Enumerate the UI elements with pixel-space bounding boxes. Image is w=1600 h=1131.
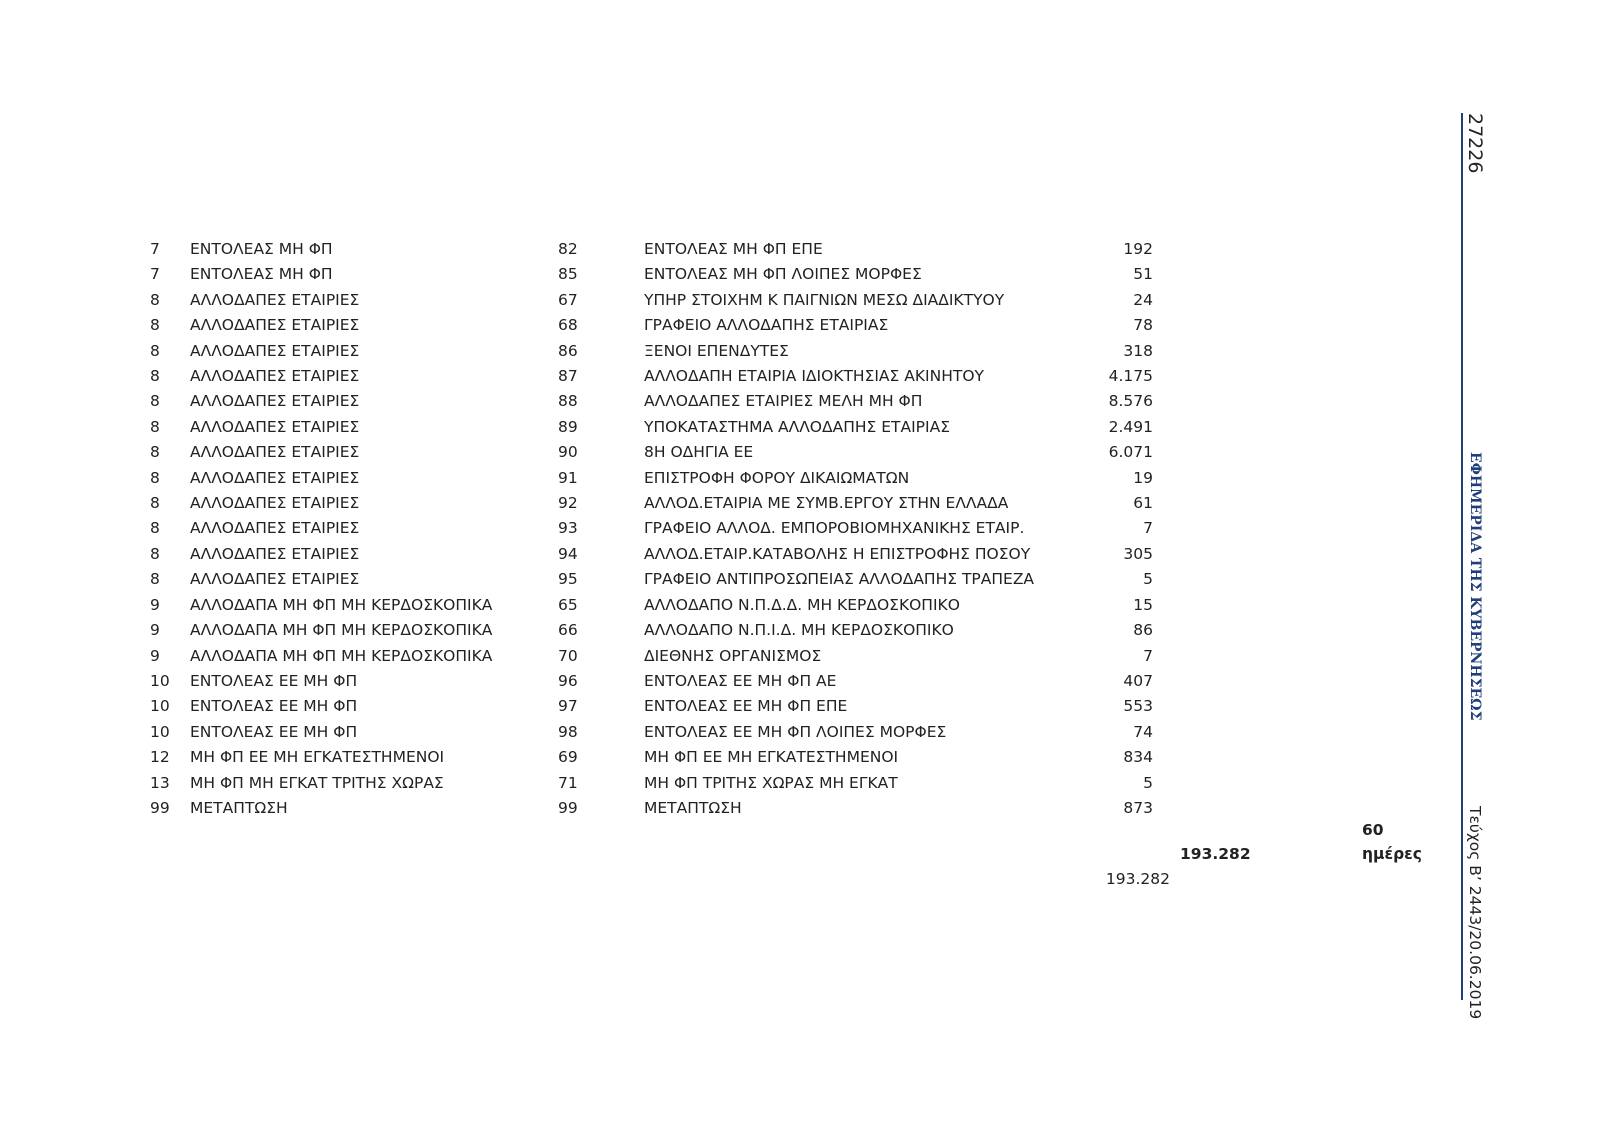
records-table bbox=[150, 237, 1153, 821]
table-row bbox=[150, 745, 1153, 770]
sub-name-cell: ΜΗ ΦΠ ΤΡΙΤΗΣ ΧΩΡΑΣ ΜΗ ΕΓΚΑΤ bbox=[644, 773, 898, 792]
group-code-cell: 8 bbox=[150, 544, 160, 563]
table-row bbox=[150, 491, 1153, 516]
sub-name-cell: ΥΠΗΡ ΣΤΟΙΧΗΜ Κ ΠΑΙΓΝΙΩΝ ΜΕΣΩ ΔΙΑΔΙΚΤΥΟΥ bbox=[644, 290, 1005, 309]
table-row bbox=[150, 644, 1153, 669]
table-row bbox=[150, 516, 1153, 541]
table-row bbox=[150, 771, 1153, 796]
sub-code-cell: 85 bbox=[558, 265, 578, 284]
group-code-cell: 99 bbox=[150, 798, 170, 817]
sub-code-cell: 98 bbox=[558, 722, 578, 741]
group-name-cell: ΑΛΛΟΔΑΠΕΣ ΕΤΑΙΡΙΕΣ bbox=[190, 290, 360, 309]
issue-info: Τεύχος Β’ 2443/20.06.2019 bbox=[1466, 806, 1484, 1020]
count-cell: 407 bbox=[1123, 671, 1153, 690]
group-code-cell: 7 bbox=[150, 240, 160, 258]
table-row bbox=[150, 237, 1153, 262]
group-code-cell: 8 bbox=[150, 316, 160, 335]
days-number: 60 bbox=[1362, 821, 1384, 839]
count-cell: 305 bbox=[1123, 544, 1153, 563]
sub-name-cell: ΜΕΤΑΠΤΩΣΗ bbox=[644, 798, 742, 817]
table-row bbox=[150, 796, 1153, 821]
sub-code-cell: 69 bbox=[558, 748, 578, 767]
sub-code-cell: 67 bbox=[558, 290, 578, 309]
count-cell: 318 bbox=[1123, 341, 1153, 360]
group-name-cell: ΕΝΤΟΛΕΑΣ ΜΗ ΦΠ bbox=[190, 265, 333, 284]
group-code-cell: 8 bbox=[150, 341, 160, 360]
group-name-cell: ΑΛΛΟΔΑΠΕΣ ΕΤΑΙΡΙΕΣ bbox=[190, 316, 360, 335]
count-cell: 15 bbox=[1133, 595, 1153, 614]
table-row bbox=[150, 389, 1153, 414]
group-name-cell: ΑΛΛΟΔΑΠΑ ΜΗ ΦΠ ΜΗ ΚΕΡΔΟΣΚΟΠΙΚΑ bbox=[190, 646, 493, 665]
group-code-cell: 8 bbox=[150, 570, 160, 589]
count-cell: 834 bbox=[1123, 748, 1153, 767]
sub-name-cell: ΑΛΛΟΔΑΠΕΣ ΕΤΑΙΡΙΕΣ ΜΕΛΗ ΜΗ ΦΠ bbox=[644, 392, 923, 411]
group-name-cell: ΑΛΛΟΔΑΠΑ ΜΗ ΦΠ ΜΗ ΚΕΡΔΟΣΚΟΠΙΚΑ bbox=[190, 595, 493, 614]
grand-total: 193.282 bbox=[1105, 870, 1170, 888]
count-cell: 8.576 bbox=[1108, 392, 1153, 411]
group-code-cell: 9 bbox=[150, 646, 160, 665]
group-code-cell: 8 bbox=[150, 494, 160, 513]
sub-name-cell: ΓΡΑΦΕΙΟ ΑΛΛΟΔΑΠΗΣ ΕΤΑΙΡΙΑΣ bbox=[644, 316, 889, 335]
sub-code-cell: 92 bbox=[558, 494, 578, 513]
sub-code-cell: 87 bbox=[558, 367, 578, 386]
sub-name-cell: ΜΗ ΦΠ ΕΕ ΜΗ ΕΓΚΑΤΕΣΤΗΜΕΝΟΙ bbox=[644, 748, 899, 767]
group-name-cell: ΑΛΛΟΔΑΠΕΣ ΕΤΑΙΡΙΕΣ bbox=[190, 392, 360, 411]
group-code-cell: 10 bbox=[150, 671, 170, 690]
group-code-cell: 10 bbox=[150, 722, 170, 741]
sub-name-cell: ΓΡΑΦΕΙΟ ΑΛΛΟΔ. ΕΜΠΟΡΟΒΙΟΜΗΧΑΝΙΚΗΣ ΕΤΑΙΡ. bbox=[644, 519, 1025, 538]
group-code-cell: 13 bbox=[150, 773, 170, 792]
group-name-cell: ΑΛΛΟΔΑΠΑ ΜΗ ΦΠ ΜΗ ΚΕΡΔΟΣΚΟΠΙΚΑ bbox=[190, 621, 493, 640]
group-name-cell: ΜΗ ΦΠ ΕΕ ΜΗ ΕΓΚΑΤΕΣΤΗΜΕΝΟΙ bbox=[190, 748, 445, 767]
sub-name-cell: 8Η ΟΔΗΓΙΑ ΕΕ bbox=[644, 443, 754, 462]
group-name-cell: ΑΛΛΟΔΑΠΕΣ ΕΤΑΙΡΙΕΣ bbox=[190, 417, 360, 436]
count-cell: 24 bbox=[1133, 290, 1153, 309]
group-name-cell: ΑΛΛΟΔΑΠΕΣ ΕΤΑΙΡΙΕΣ bbox=[190, 544, 360, 563]
sub-code-cell: 91 bbox=[558, 468, 578, 487]
count-cell: 19 bbox=[1133, 468, 1153, 487]
count-cell: 553 bbox=[1123, 697, 1153, 716]
sub-code-cell: 99 bbox=[558, 798, 578, 817]
page-number: 27226 bbox=[1464, 113, 1486, 174]
sub-name-cell: ΞΕΝΟΙ ΕΠΕΝΔΥΤΕΣ bbox=[644, 341, 789, 360]
sub-code-cell: 86 bbox=[558, 341, 578, 360]
group-code-cell: 8 bbox=[150, 392, 160, 411]
group-code-cell: 8 bbox=[150, 290, 160, 309]
subtotal-bold: 193.282 bbox=[1180, 845, 1251, 863]
sub-code-cell: 93 bbox=[558, 519, 578, 538]
sub-code-cell: 97 bbox=[558, 697, 578, 716]
count-cell: 51 bbox=[1133, 265, 1153, 284]
sub-code-cell: 88 bbox=[558, 392, 578, 411]
count-cell: 6.071 bbox=[1108, 443, 1153, 462]
newspaper-title: ΕΦΗΜΕΡΙΔΑ ΤΗΣ ΚΥΒΕΡΝΗΣΕΩΣ bbox=[1467, 452, 1483, 721]
group-code-cell: 7 bbox=[150, 265, 160, 284]
sub-name-cell: ΕΝΤΟΛΕΑΣ ΕΕ ΜΗ ΦΠ ΛΟΙΠΕΣ ΜΟΡΦΕΣ bbox=[644, 722, 947, 741]
table-row bbox=[150, 669, 1153, 694]
sub-name-cell: ΕΝΤΟΛΕΑΣ ΕΕ ΜΗ ΦΠ ΑΕ bbox=[644, 671, 837, 690]
sub-code-cell: 89 bbox=[558, 417, 578, 436]
table-row bbox=[150, 542, 1153, 567]
sub-name-cell: ΥΠΟΚΑΤΑΣΤΗΜΑ ΑΛΛΟΔΑΠΗΣ ΕΤΑΙΡΙΑΣ bbox=[644, 417, 950, 436]
sub-name-cell: ΕΠΙΣΤΡΟΦΗ ΦΟΡΟΥ ΔΙΚΑΙΩΜΑΤΩΝ bbox=[644, 468, 910, 487]
sub-name-cell: ΑΛΛΟΔ.ΕΤΑΙΡ.ΚΑΤΑΒΟΛΗΣ Η ΕΠΙΣΤΡΟΦΗΣ ΠΟΣΟΥ bbox=[644, 544, 1031, 563]
sub-code-cell: 71 bbox=[558, 773, 578, 792]
sub-code-cell: 70 bbox=[558, 646, 578, 665]
table-row bbox=[150, 313, 1153, 338]
table-row bbox=[150, 694, 1153, 719]
count-cell: 78 bbox=[1133, 316, 1153, 335]
count-cell: 873 bbox=[1123, 798, 1153, 817]
group-code-cell: 9 bbox=[150, 621, 160, 640]
sub-code-cell: 94 bbox=[558, 544, 578, 563]
group-name-cell: ΑΛΛΟΔΑΠΕΣ ΕΤΑΙΡΙΕΣ bbox=[190, 570, 360, 589]
sub-name-cell: ΓΡΑΦΕΙΟ ΑΝΤΙΠΡΟΣΩΠΕΙΑΣ ΑΛΛΟΔΑΠΗΣ ΤΡΑΠΕΖΑ bbox=[644, 570, 1035, 589]
count-cell: 2.491 bbox=[1108, 417, 1153, 436]
group-name-cell: ΑΛΛΟΔΑΠΕΣ ΕΤΑΙΡΙΕΣ bbox=[190, 443, 360, 462]
table-row bbox=[150, 567, 1153, 592]
table-row bbox=[150, 415, 1153, 440]
sub-code-cell: 66 bbox=[558, 621, 578, 640]
group-code-cell: 8 bbox=[150, 519, 160, 538]
table-row bbox=[150, 618, 1153, 643]
group-code-cell: 12 bbox=[150, 748, 170, 767]
sub-name-cell: ΑΛΛΟΔΑΠΟ Ν.Π.Ι.Δ. ΜΗ ΚΕΡΔΟΣΚΟΠΙΚΟ bbox=[644, 621, 954, 640]
group-name-cell: ΕΝΤΟΛΕΑΣ ΜΗ ΦΠ bbox=[190, 240, 333, 258]
sub-name-cell: ΕΝΤΟΛΕΑΣ ΜΗ ΦΠ ΕΠΕ bbox=[644, 240, 823, 258]
sub-name-cell: ΕΝΤΟΛΕΑΣ ΕΕ ΜΗ ΦΠ ΕΠΕ bbox=[644, 697, 848, 716]
group-name-cell: ΑΛΛΟΔΑΠΕΣ ΕΤΑΙΡΙΕΣ bbox=[190, 367, 360, 386]
table-row bbox=[150, 364, 1153, 389]
group-code-cell: 8 bbox=[150, 443, 160, 462]
group-code-cell: 9 bbox=[150, 595, 160, 614]
group-name-cell: ΕΝΤΟΛΕΑΣ ΕΕ ΜΗ ΦΠ bbox=[190, 722, 358, 741]
table-row bbox=[150, 466, 1153, 491]
group-name-cell: ΜΕΤΑΠΤΩΣΗ bbox=[190, 798, 288, 817]
group-name-cell: ΑΛΛΟΔΑΠΕΣ ΕΤΑΙΡΙΕΣ bbox=[190, 468, 360, 487]
count-cell: 61 bbox=[1133, 494, 1153, 513]
sub-name-cell: ΕΝΤΟΛΕΑΣ ΜΗ ΦΠ ΛΟΙΠΕΣ ΜΟΡΦΕΣ bbox=[644, 265, 922, 284]
sub-name-cell: ΑΛΛΟΔ.ΕΤΑΙΡΙΑ ΜΕ ΣΥΜΒ.ΕΡΓΟΥ ΣΤΗΝ ΕΛΛΑΔΑ bbox=[644, 494, 1009, 513]
margin-rule bbox=[1461, 113, 1463, 1000]
group-code-cell: 8 bbox=[150, 417, 160, 436]
sub-code-cell: 68 bbox=[558, 316, 578, 335]
table-row bbox=[150, 593, 1153, 618]
sub-code-cell: 95 bbox=[558, 570, 578, 589]
count-cell: 192 bbox=[1123, 240, 1153, 258]
sub-code-cell: 65 bbox=[558, 595, 578, 614]
table-row bbox=[150, 440, 1153, 465]
count-cell: 7 bbox=[1143, 646, 1153, 665]
count-cell: 4.175 bbox=[1108, 367, 1153, 386]
count-cell: 7 bbox=[1143, 519, 1153, 538]
group-name-cell: ΜΗ ΦΠ ΜΗ ΕΓΚΑΤ ΤΡΙΤΗΣ ΧΩΡΑΣ bbox=[190, 773, 444, 792]
group-code-cell: 8 bbox=[150, 367, 160, 386]
group-name-cell: ΕΝΤΟΛΕΑΣ ΕΕ ΜΗ ΦΠ bbox=[190, 671, 358, 690]
group-code-cell: 8 bbox=[150, 468, 160, 487]
days-label: ημέρες bbox=[1362, 845, 1422, 863]
count-cell: 74 bbox=[1133, 722, 1153, 741]
group-code-cell: 10 bbox=[150, 697, 170, 716]
sub-code-cell: 90 bbox=[558, 443, 578, 462]
count-cell: 5 bbox=[1143, 773, 1153, 792]
table-row bbox=[150, 339, 1153, 364]
group-name-cell: ΑΛΛΟΔΑΠΕΣ ΕΤΑΙΡΙΕΣ bbox=[190, 494, 360, 513]
group-name-cell: ΑΛΛΟΔΑΠΕΣ ΕΤΑΙΡΙΕΣ bbox=[190, 519, 360, 538]
sub-name-cell: ΑΛΛΟΔΑΠΗ ΕΤΑΙΡΙΑ ΙΔΙΟΚΤΗΣΙΑΣ ΑΚΙΝΗΤΟΥ bbox=[644, 367, 984, 386]
count-cell: 86 bbox=[1133, 621, 1153, 640]
count-cell: 5 bbox=[1143, 570, 1153, 589]
table-row bbox=[150, 262, 1153, 287]
sub-name-cell: ΑΛΛΟΔΑΠΟ Ν.Π.Δ.Δ. ΜΗ ΚΕΡΔΟΣΚΟΠΙΚΟ bbox=[644, 595, 960, 614]
table-row bbox=[150, 288, 1153, 313]
table-row bbox=[150, 720, 1153, 745]
group-name-cell: ΕΝΤΟΛΕΑΣ ΕΕ ΜΗ ΦΠ bbox=[190, 697, 358, 716]
sub-name-cell: ΔΙΕΘΝΗΣ ΟΡΓΑΝΙΣΜΟΣ bbox=[644, 646, 822, 665]
group-name-cell: ΑΛΛΟΔΑΠΕΣ ΕΤΑΙΡΙΕΣ bbox=[190, 341, 360, 360]
records-table-body bbox=[150, 237, 1153, 821]
sub-code-cell: 96 bbox=[558, 671, 578, 690]
sub-code-cell: 82 bbox=[558, 240, 578, 258]
